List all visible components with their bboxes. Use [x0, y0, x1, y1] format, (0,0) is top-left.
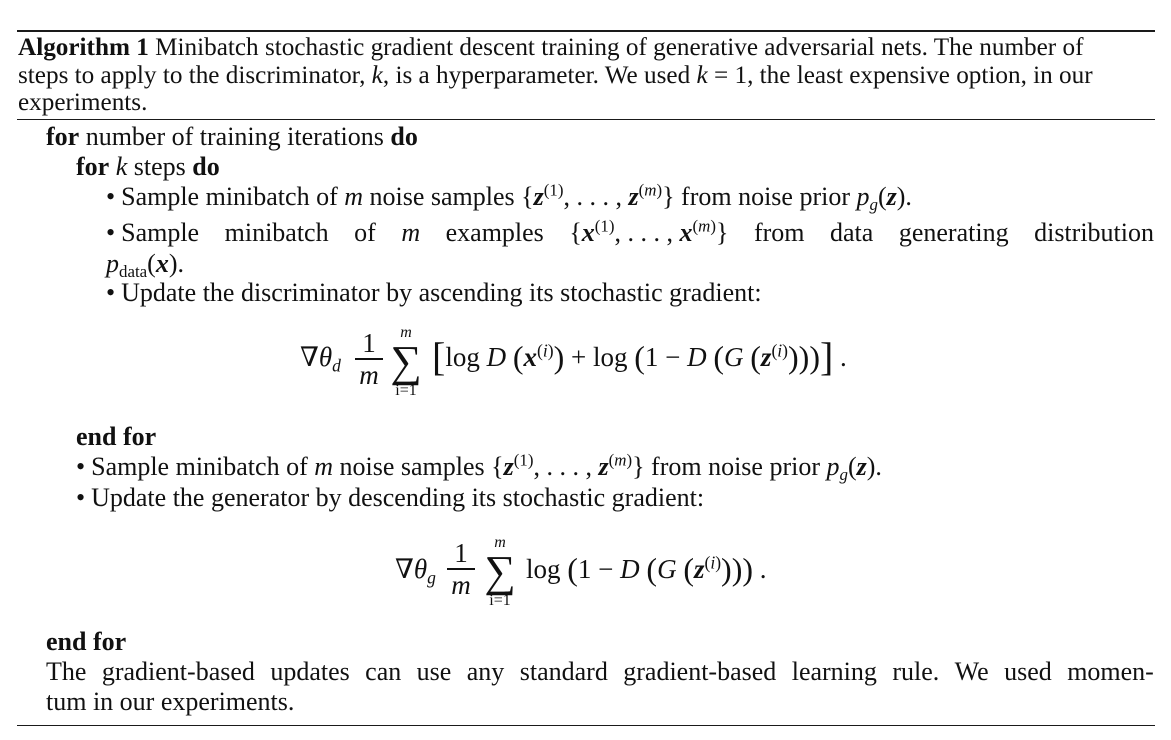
footer-line-1 — [46, 657, 1154, 687]
disc-objective: [log D $(x^{(i)}) + \log (1 - D$ (G $(z^{(i)})$))] . — [432, 334, 847, 379]
disc-step-2-cont — [106, 249, 184, 282]
outer-for-line — [46, 122, 418, 152]
disc-step-3 — [106, 278, 762, 308]
end-for-outer — [46, 627, 126, 657]
disc-step-1 — [106, 180, 912, 215]
keyword-for: for — [46, 122, 80, 151]
keyword-for-inner: for — [76, 152, 110, 181]
gen-step-1 — [76, 450, 882, 485]
footer-word: The — [46, 657, 87, 686]
footer-word: can — [365, 657, 402, 686]
disc-step-1-text-c: from noise prior — [674, 182, 857, 211]
caption-k: k — [371, 62, 383, 89]
disc-step-3-text: Update the discriminator by ascending its stochastic gradient: — [121, 278, 762, 307]
caption-text-1: Minibatch stochastic gradient descent training of generative adversarial nets. The number of — [155, 34, 1084, 61]
caption-text-2a: steps to apply to the discriminator, — [18, 62, 372, 89]
disc-step-2-word: distribution — [1034, 218, 1154, 247]
noise-prior: $p_g(z)$. — [856, 182, 912, 215]
keyword-end-for-outer: end for — [46, 627, 127, 656]
inner-k: k — [115, 152, 128, 181]
footer-word: updates — [270, 657, 350, 686]
gen-step-2-text: Update the generator by descending its stochastic gradient: — [91, 483, 705, 512]
disc-step-2-word: m — [401, 218, 421, 247]
bullet-icon: • — [106, 182, 116, 211]
gen-objective: log (1 − D (G $(z^{(i)})$)) . — [526, 551, 767, 587]
footer-word: used — [1004, 657, 1052, 686]
bottom-rule — [17, 725, 1155, 726]
footer-word: We — [954, 657, 989, 686]
nabla-theta-d: $\nabla\theta_d$ — [300, 342, 341, 376]
bullet-icon: • — [106, 218, 116, 247]
keyword-end-for: end for — [76, 422, 157, 451]
caption-text-3: experiments. — [18, 89, 148, 116]
bullet-icon: • — [76, 483, 86, 512]
summation: m ∑ i=1 — [390, 324, 422, 399]
keyword-do-inner: do — [192, 152, 220, 181]
data-set: {$x^{(1)}$, . . . , $x^{(m)}$} — [569, 216, 729, 247]
caption-line-2 — [18, 62, 1154, 90]
noise-set: {$z^{(1)}$, . . . , $z^{(m)}$} — [491, 450, 645, 481]
footer-word: momen- — [1067, 657, 1154, 686]
data-distribution: $p_{data}(x)$. — [106, 249, 184, 282]
disc-step-2-word: • Sample — [106, 218, 200, 247]
footer-word: any — [466, 657, 505, 686]
noise-prior: $p_g(z)$. — [826, 452, 882, 485]
disc-step-2-word: data — [830, 218, 874, 247]
outer-for-text: number of training iterations — [79, 122, 391, 151]
caption-k-2: k — [696, 62, 708, 89]
top-rule — [17, 30, 1155, 32]
bullet-icon: • — [76, 452, 86, 481]
disc-step-2-word: from — [753, 218, 805, 247]
footer-word: gradient-based — [623, 657, 777, 686]
footer-word: standard — [519, 657, 608, 686]
gen-step-1-text-c: from noise prior — [644, 452, 827, 481]
inner-steps-text: steps — [127, 152, 193, 181]
footer-word: use — [416, 657, 452, 686]
disc-step-2-word: minibatch — [224, 218, 329, 247]
caption-line-1 — [18, 34, 1154, 62]
gen-step-1-text-a: Sample minibatch of — [91, 452, 315, 481]
end-for-inner — [76, 422, 156, 452]
disc-step-2-word: of — [354, 218, 376, 247]
footer-word: gradient-based — [101, 657, 255, 686]
inner-for-line — [76, 152, 220, 182]
gen-step-1-m: m — [314, 452, 334, 481]
disc-step-2-word: examples — [445, 218, 544, 247]
disc-step-2-word: generating — [898, 218, 1009, 247]
caption-line-3 — [18, 89, 147, 117]
disc-step-1-text-a: Sample minibatch of — [121, 182, 345, 211]
fraction-1-over-m: 1 m — [355, 330, 383, 388]
disc-step-1-m: m — [344, 182, 364, 211]
summation: m ∑ i=1 — [484, 534, 516, 609]
nabla-theta-g: $\nabla\theta_g$ — [395, 554, 436, 588]
bullet-icon: • — [106, 278, 116, 307]
footer-word: learning — [791, 657, 877, 686]
keyword-do: do — [390, 122, 418, 151]
gen-step-2 — [76, 483, 704, 513]
footer-text-2: tum in our experiments. — [46, 687, 295, 716]
caption-text-2c: = 1, the least expensive option, in our — [707, 62, 1093, 89]
disc-step-2 — [106, 218, 1154, 248]
caption-rule — [17, 119, 1155, 120]
footer-word: rule. — [892, 657, 940, 686]
caption-text-2b: , is a hyperparameter. We used — [382, 62, 697, 89]
disc-step-1-text-b: noise samples — [363, 182, 522, 211]
algorithm-label: Algorithm 1 — [18, 34, 149, 61]
footer-line-2 — [46, 687, 294, 717]
noise-set: {$z^{(1)}$, . . . , $z^{(m)}$} — [521, 180, 675, 211]
gen-step-1-text-b: noise samples — [333, 452, 492, 481]
fraction-1-over-m: 1 m — [447, 540, 475, 598]
